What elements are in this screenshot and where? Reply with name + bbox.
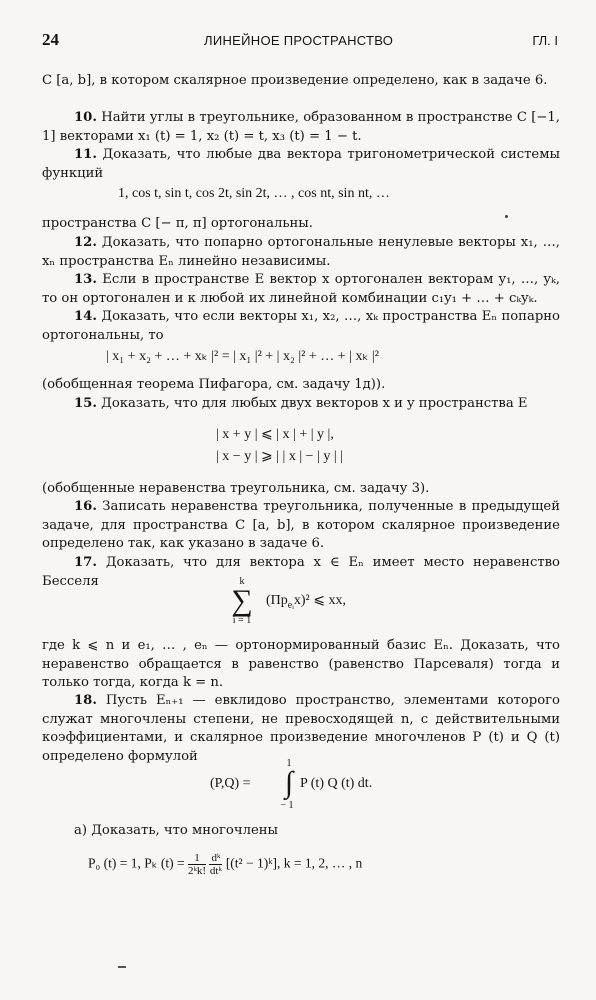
problem-17-cont: где k ⩽ n и e₁, … , eₙ — ортонормированный базис Eₙ. Доказать, что неравенство обращается в равенство (равенство Парсеваля) тогда и только тогда, когда k = n. xyxy=(42,638,560,690)
problem-11-cont: пространства C [− π, π] ортогональны. xyxy=(42,216,313,231)
sum-sign: ∑ xyxy=(231,584,253,617)
formula-bessel: $(Пр_{eᵢ}x)^2$ ⩽ xx, xyxy=(266,593,346,611)
stray-mark xyxy=(118,966,126,968)
problem-16: 16. Записать неравенства треугольника, полученные в предыдущей задаче, для пространства C [a, b], в котором скалярное произведение определено так, как указано в задаче 6. xyxy=(42,499,560,551)
problem-15-note: (обобщенные неравенства треугольника, см. задачу 3). xyxy=(42,481,430,496)
problem-17: 17. Доказать, что для вектора x ∈ Eₙ имеет место неравенство Бесселя xyxy=(42,555,560,589)
problem-11: 11. Доказать, что любые два вектора тригонометрической системы функций xyxy=(42,147,560,181)
integral-lower-limit: − 1 xyxy=(280,800,294,811)
formula-scalar-product-rhs: P (t) Q (t) dt. xyxy=(300,776,373,791)
formula-triangle-ineq-2: | x − y | ⩾ | | x | − | y | | xyxy=(216,449,343,464)
page-header xyxy=(42,30,562,54)
fraction-coefficient: $\frac{1}{\text{2ᵏk!}}$ xyxy=(187,852,207,877)
sum-lower-limit: i = 1 xyxy=(232,615,252,626)
formula-legendre: P₀ (t) = 1, Pₖ (t) = $\frac{1}{\text{2ᵏk!}}$ $\frac{\text{dᵏ}}{\text{dtᵏ}}$ [(t² − 1)ᵏ], k = 1, 2, … , n xyxy=(88,852,363,877)
running-title: ЛИНЕЙНОЕ ПРОСТРАНСТВО xyxy=(204,33,394,48)
problem-18: 18. Пусть Eₙ₊₁ — евклидово пространство, элементами которого служат многочлены степени, не превосходящей n, с действительными коэффициентами, и скалярное произведение многочленов P (t) и Q (t) определено формулой xyxy=(42,693,560,764)
chapter-mark: ГЛ. I xyxy=(532,33,558,48)
stray-dot xyxy=(505,215,508,218)
sum-upper-limit: k xyxy=(239,576,245,587)
formula-trig-system: 1, cos t, sin t, cos 2t, sin 2t, … , cos nt, sin nt, … xyxy=(118,186,390,201)
formula-scalar-product-lhs: (P,Q) = xyxy=(210,776,251,791)
fraction-derivative: $\frac{\text{dᵏ}}{\text{dtᵏ}}$ xyxy=(209,852,222,877)
integral-sign: ∫ xyxy=(284,766,294,799)
page-number: 24 xyxy=(42,30,59,49)
problem-15: 15. Доказать, что для любых двух векторов x и y пространства E xyxy=(74,396,528,411)
problem-18a: а) Доказать, что многочлены xyxy=(74,823,279,838)
integral-upper-limit: 1 xyxy=(286,758,292,769)
problem-13: 13. Если в пространстве E вектор x ортогонален векторам y₁, …, yₖ, то он ортогонален и к любой их линейной комбинации c₁y₁ + … + cₖyₖ. xyxy=(42,272,560,306)
problem-14-note: (обобщенная теорема Пифагора, см. задачу 1д)). xyxy=(42,377,386,392)
problem-14: 14. Доказать, что если векторы x₁, x₂, …, xₖ пространства Eₙ попарно ортогональны, то xyxy=(42,309,560,343)
formula-triangle-ineq-1: | x + y | ⩽ | x | + | y |, xyxy=(216,427,334,442)
problem-10: 10. Найти углы в треугольнике, образованном в пространстве C [−1, 1] векторами x₁ (t) = 1, x₂ (t) = t, x₃ (t) = 1 − t. xyxy=(42,110,560,144)
formula-pythagoras: | x₁ + x₂ + … + xₖ |² = | x₁ |² + | x₂ |² + … + | xₖ |² xyxy=(106,349,379,364)
problem-12: 12. Доказать, что попарно ортогональные ненулевые векторы x₁, …, xₙ пространства Eₙ линейно независимы. xyxy=(42,235,560,269)
paragraph-continuation: C [a, b], в котором скалярное произведение определено, как в задаче 6. xyxy=(42,73,548,88)
